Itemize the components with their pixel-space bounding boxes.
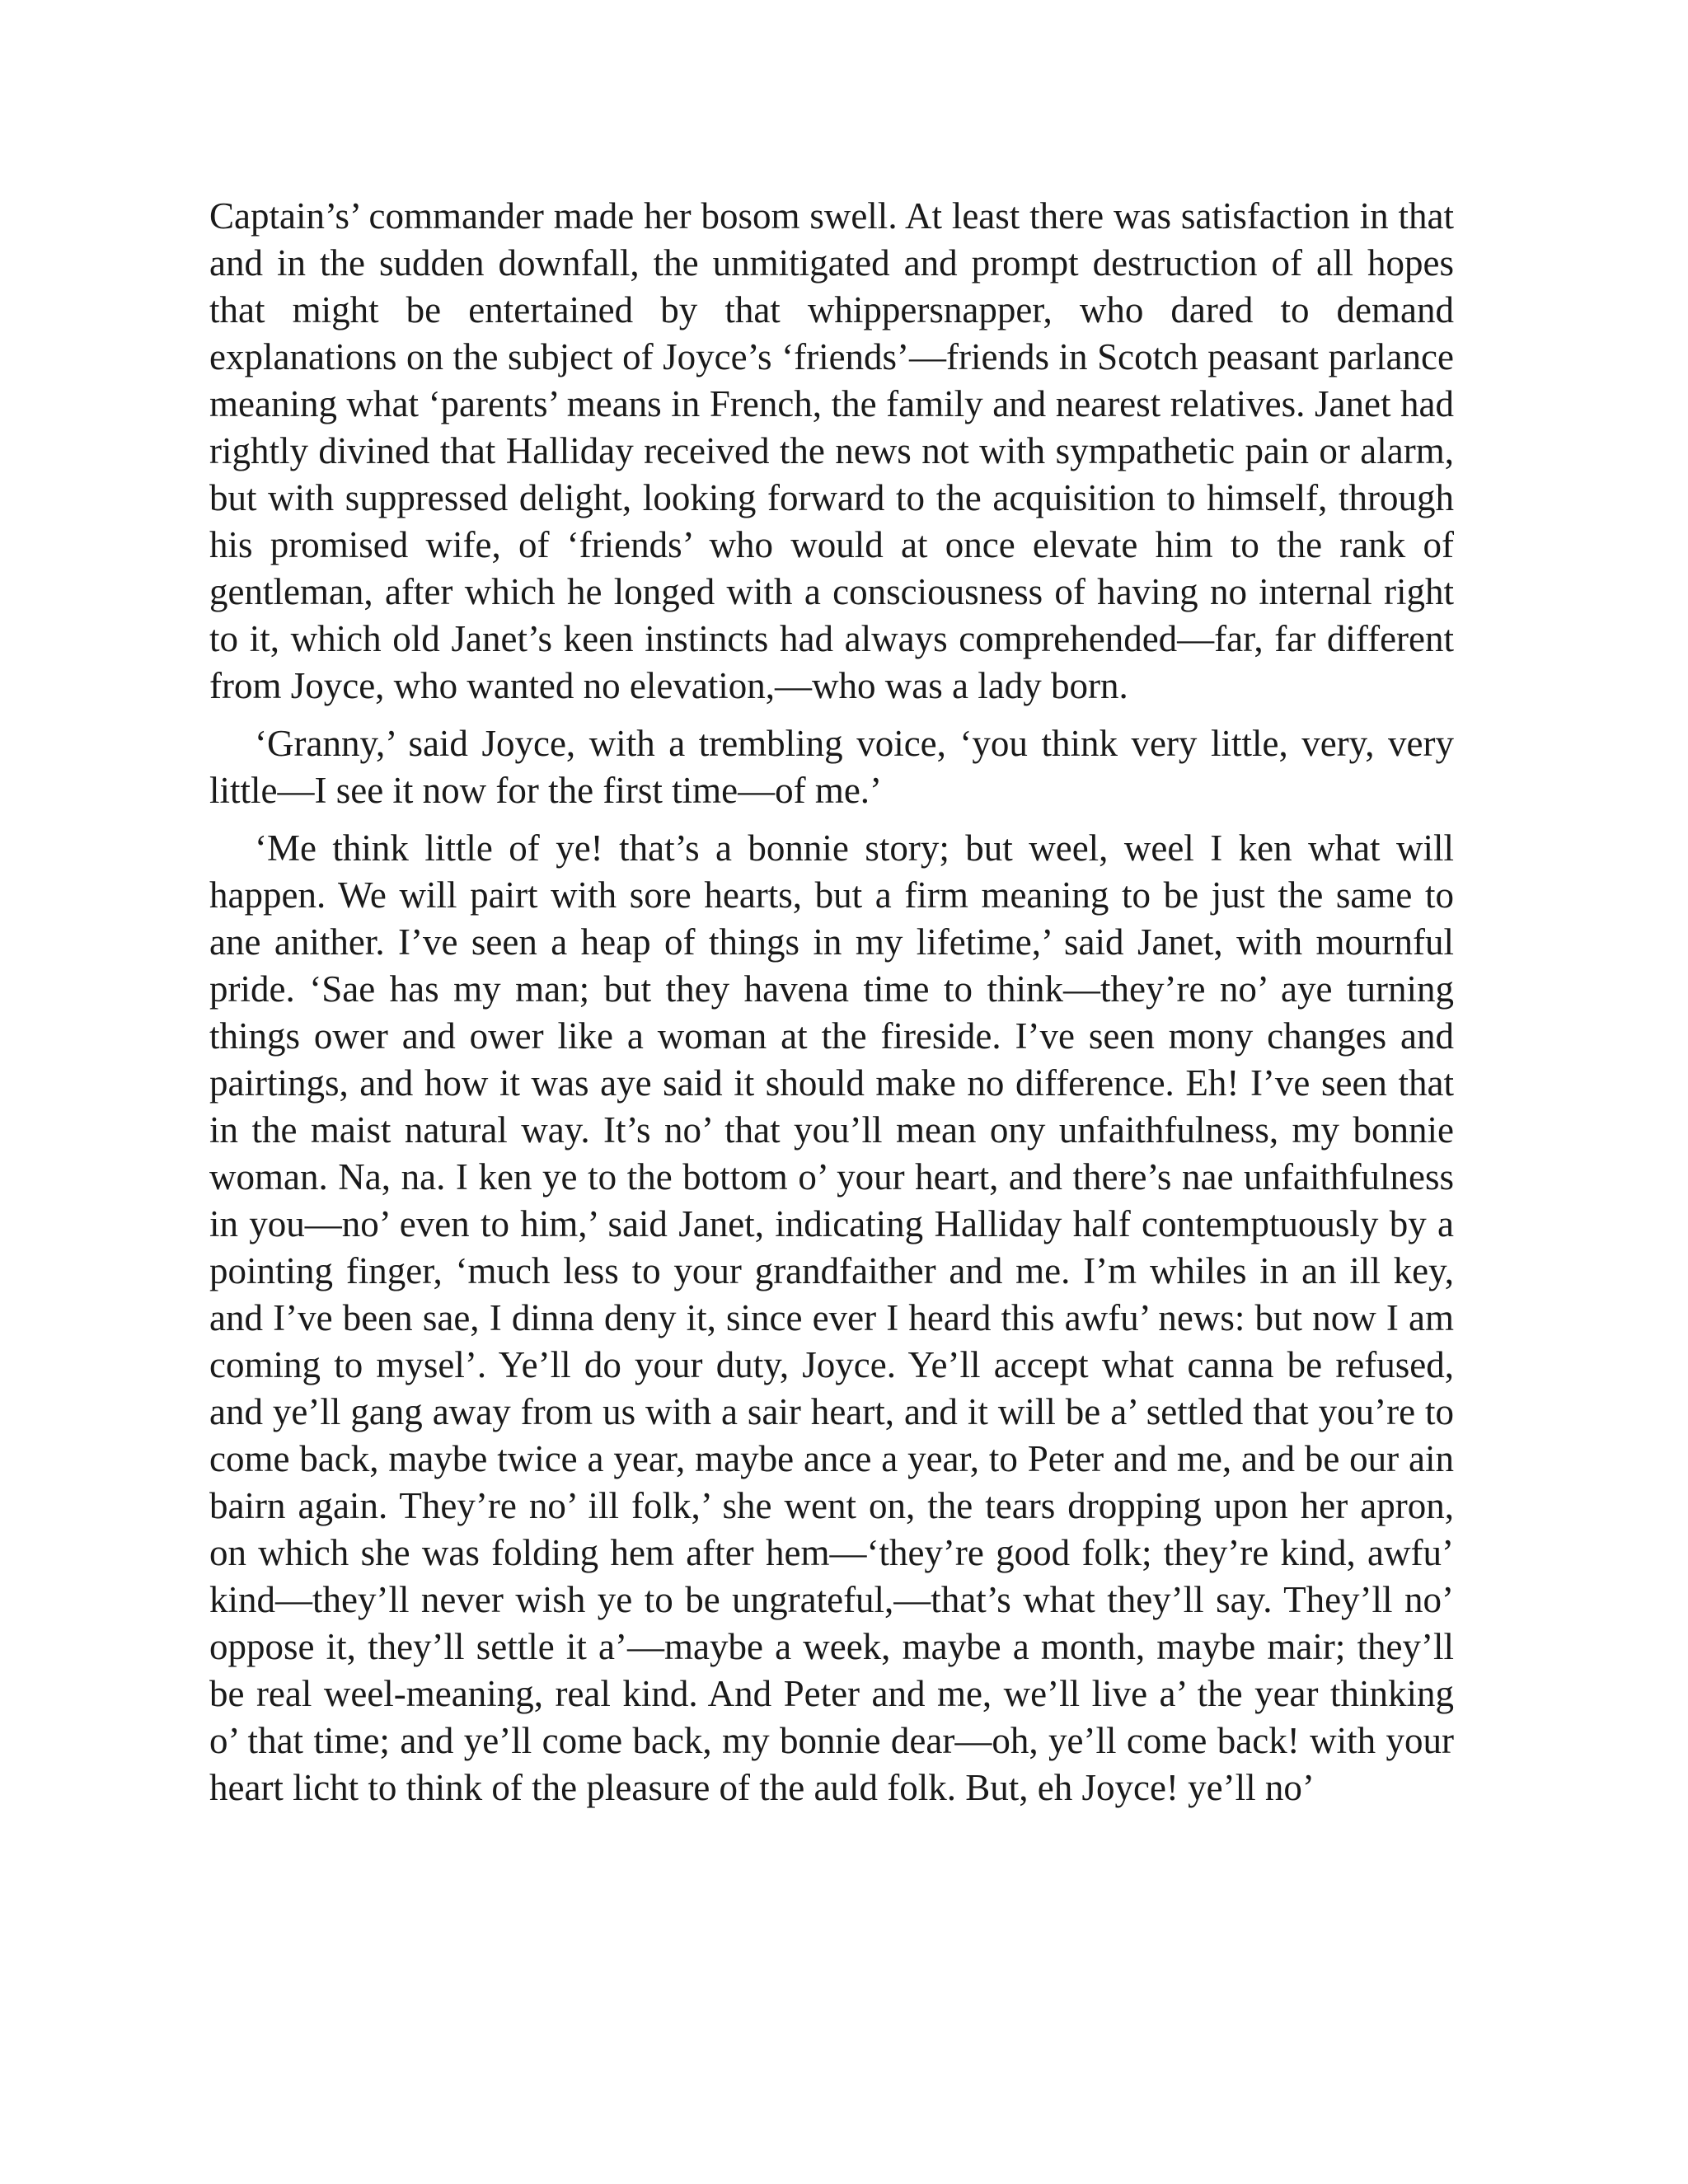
body-text xyxy=(209,193,1454,1811)
paragraph-1: Captain’s’ commander made her bosom swell. At least there was satisfaction in that and in the sudden downfall, the unmitigated and prompt destruction of all hopes that might be entertained by that whippersnapper, who dared to demand explanations on the subject of Joyce’s ‘friends’—friends in Scotch peasant parlance meaning what ‘parents’ means in French, the family and nearest relatives. Janet had rightly divined that Halliday received the news not with sympathetic pain or alarm, but with suppressed delight, looking forward to the acquisition to himself, through his promised wife, of ‘friends’ who would at once elevate him to the rank of gentleman, after which he longed with a consciousness of having no internal right to it, which old Janet’s keen instincts had always comprehended—far, far different from Joyce, who wanted no elevation,—who was a lady born. xyxy=(209,195,1454,706)
paragraph-2: ‘Granny,’ said Joyce, with a trembling voice, ‘you think very little, very, very little—I see it now for the first time—of me.’ xyxy=(209,723,1454,811)
paragraph-3: ‘Me think little of ye! that’s a bonnie story; but weel, weel I ken what will happen. We will pairt with sore hearts, but a firm meaning to be just the same to ane anither. I’ve seen a heap of things in my lifetime,’ said Janet, with mournful pride. ‘Sae has my man; but they havena time to think—they’re no’ aye turning things ower and ower like a woman at the fireside. I’ve seen mony changes and pairtings, and how it was aye said it should make no difference. Eh! I’ve seen that in the maist natural way. It’s no’ that you’ll mean ony unfaithfulness, my bonnie woman. Na, na. I ken ye to the bottom o’ your heart, and there’s nae unfaithfulness in you—no’ even to him,’ said Janet, indicating Halliday half contemptuously by a pointing finger, ‘much less to your grandfaither and me. I’m whiles in an ill key, and I’ve been sae, I dinna deny it, since ever I heard this awfu’ news: but now I am coming to mysel’. Ye’ll do your duty, Joyce. Ye’ll accept what canna be refused, and ye’ll gang away from us with a sair heart, and it will be a’ settled that you’re to come back, maybe twice a year, maybe ance a year, to Peter and me, and be our ain bairn again. They’re no’ ill folk,’ she went on, the tears dropping upon her apron, on which she was folding hem after hem—‘they’re good folk; they’re kind, awfu’ kind—they’ll never wish ye to be ungrateful,—that’s what they’ll say. They’ll no’ oppose it, they’ll settle it a’—maybe a week, maybe a month, maybe mair; they’ll be real weel-meaning, real kind. And Peter and me, we’ll live a’ the year thinking o’ that time; and ye’ll come back, my bonnie dear—oh, ye’ll come back! with your heart licht to think of the pleasure of the auld folk. But, eh Joyce! ye’ll no’ xyxy=(209,827,1454,1808)
